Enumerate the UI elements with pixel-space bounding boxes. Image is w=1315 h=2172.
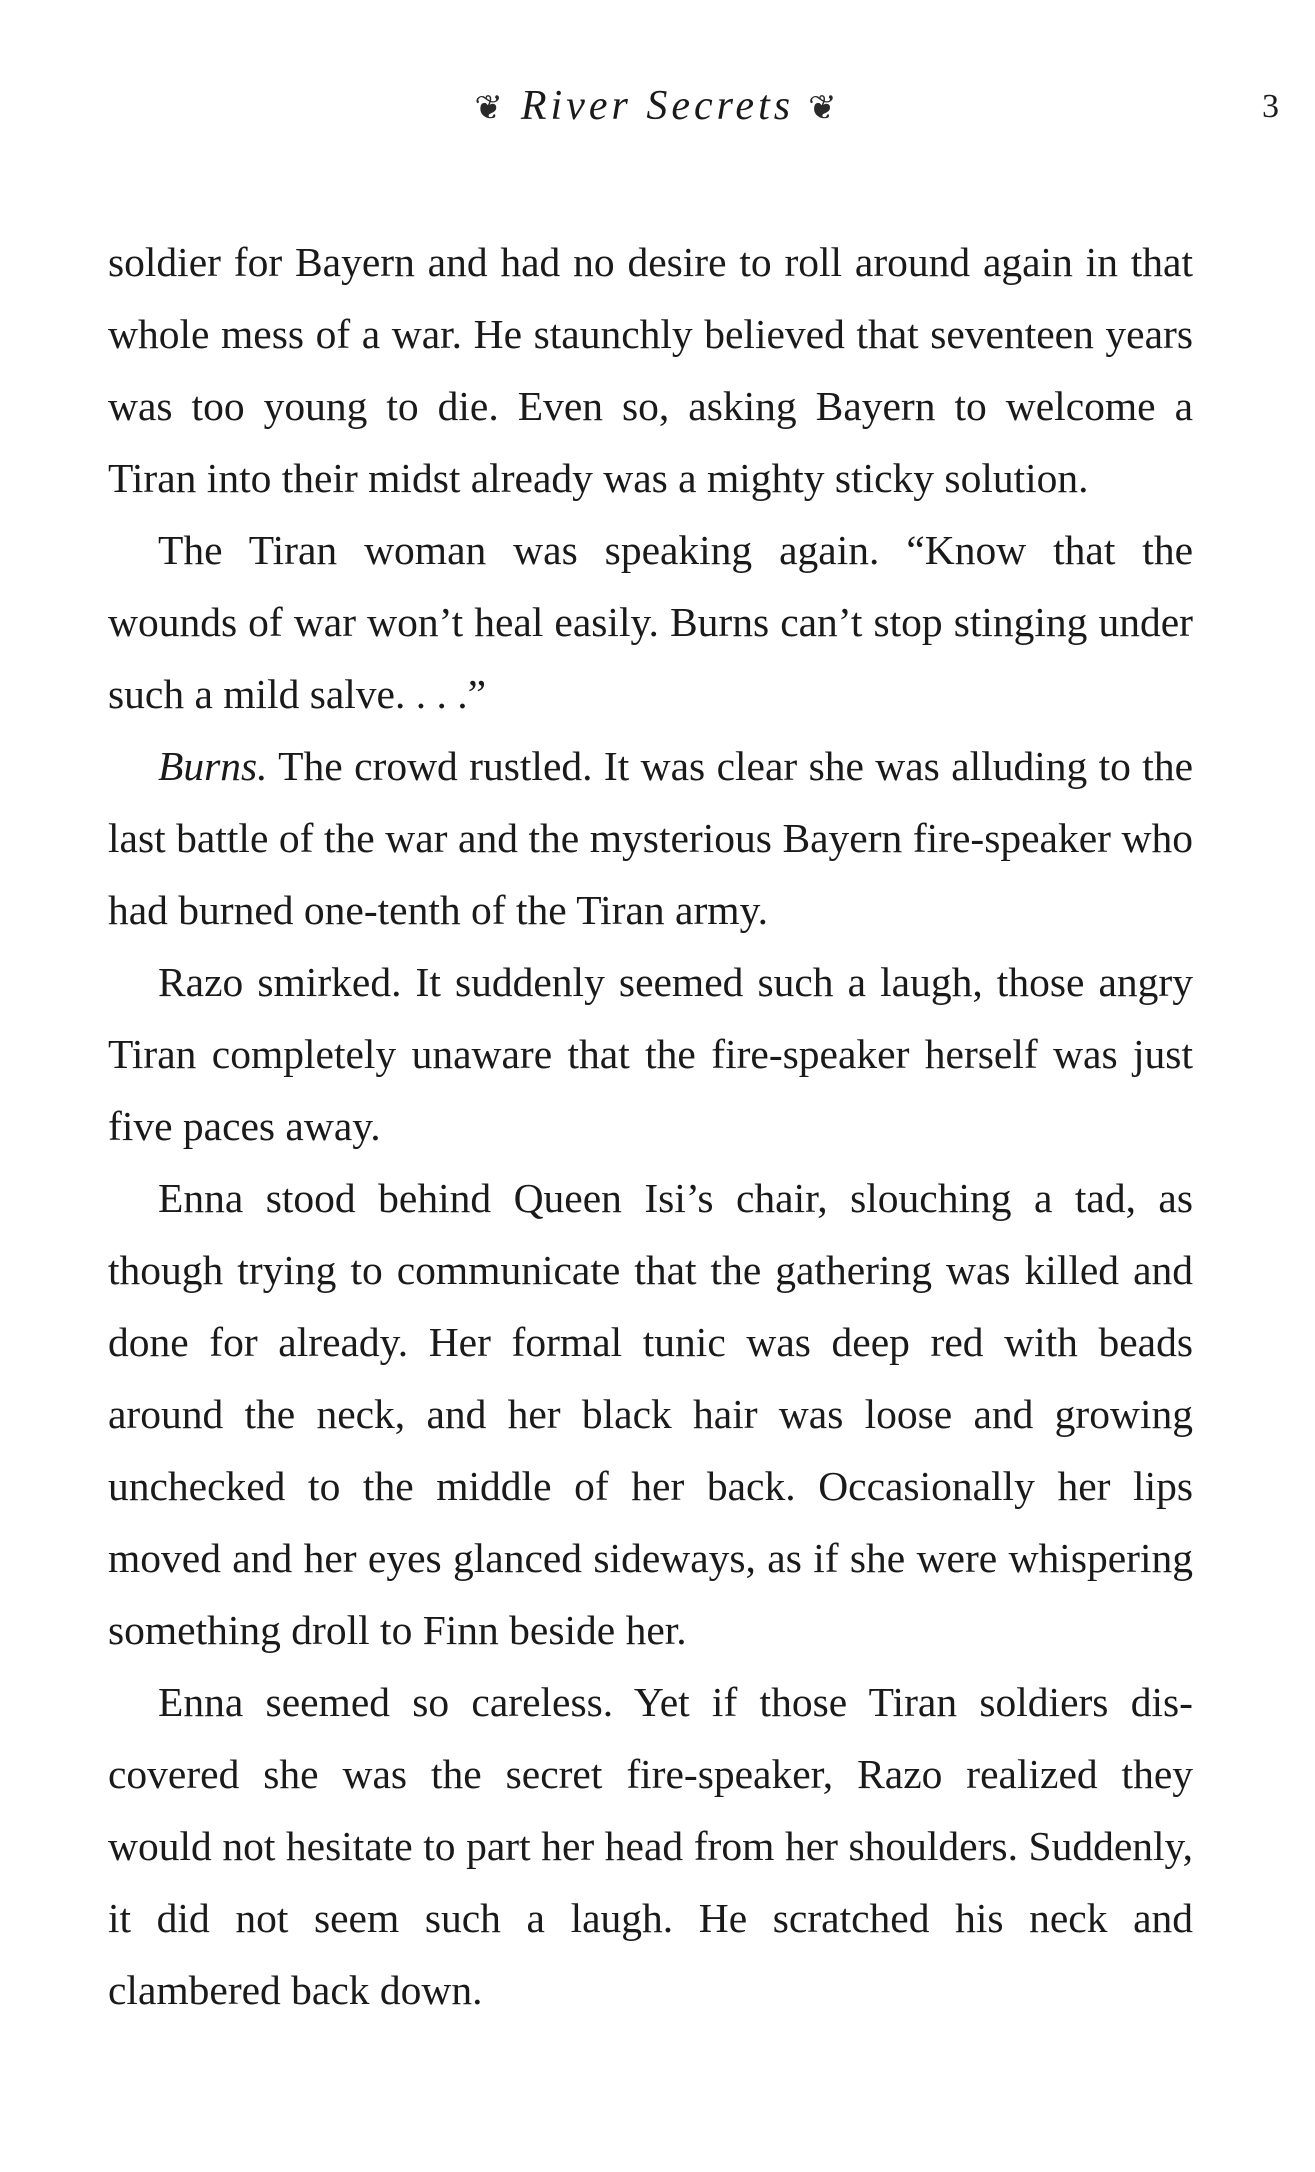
ornament-right-icon: ❦ bbox=[808, 90, 841, 127]
paragraph-text: The crowd rustled. It was clear she was alluding to the last battle of the war and the mysterious Bayern fire-speaker who had burned one-tenth of the Tiran army. bbox=[108, 743, 1193, 933]
page-header bbox=[0, 82, 1315, 142]
paragraph: Enna seemed so careless. Yet if those Tiran soldiers discovered she was the secret fire-speaker, Razo realized they would not hesitate to part her head from her shoulders. Suddenly, it did not seem such a laugh. He scratched his neck and clambered back down. bbox=[108, 1679, 1193, 2013]
page-number: 3 bbox=[1262, 88, 1279, 125]
body-text bbox=[108, 226, 1193, 2026]
paragraph: Razo smirked. It suddenly seemed such a laugh, those angry Tiran completely unaware that the fire-speaker herself was just five paces away. bbox=[108, 959, 1193, 1149]
paragraph: soldier for Bayern and had no desire to roll around again in that whole mess of a war. He staunchly believed that seventeen years was too young to die. Even so, asking Bayern to welcome a Tiran into their midst already was a mighty sticky solution. bbox=[108, 239, 1193, 501]
italic-lead: Burns. bbox=[158, 743, 268, 789]
paragraph: Enna stood behind Queen Isi’s chair, slouching a tad, as though trying to communicate that the gathering was killed and done for already. Her formal tunic was deep red with beads around the neck, and her black hair was loose and growing unchecked to the middle of her back. Occasionally her lips moved and her eyes glanced sideways, as if she were whispering something droll to Finn beside her. bbox=[108, 1175, 1193, 1653]
paragraph: The Tiran woman was speaking again. “Know that the wounds of war won’t heal easily. Burns can’t stop stinging under such a mild salve. . . .” bbox=[108, 527, 1193, 717]
ornament-left-icon: ❦ bbox=[474, 90, 507, 127]
running-title bbox=[0, 82, 1315, 130]
paragraph bbox=[108, 730, 1193, 946]
running-title-text: River Secrets bbox=[520, 83, 795, 129]
